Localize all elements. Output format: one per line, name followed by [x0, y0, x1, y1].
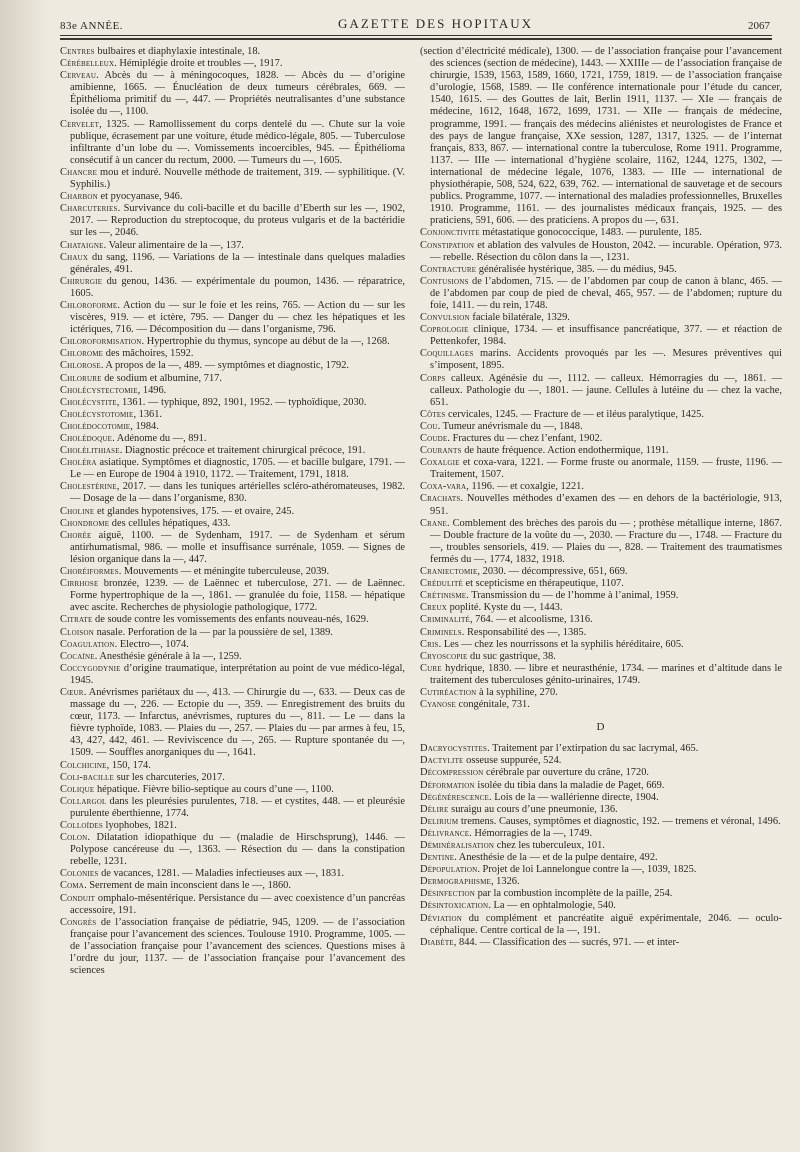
entry-references: , 1361. — typhique, 892, 1901, 1952. — typhoïdique, 2030. [116, 396, 367, 408]
index-entry [60, 627, 405, 639]
entry-references: . Tumeur anévrismale du —, 1848. [437, 420, 583, 432]
index-entry [420, 767, 782, 779]
entry-keyword: Délire [420, 803, 449, 815]
entry-references: . Action du — sur le foie et les reins, 765. — Action du — sur les viscères, 919. — et ictère, 795. — Danger du — chez les hépatiques et les ictériques, 716. — Décomposition du — dans l’organisme, 796. [70, 299, 405, 336]
entry-keyword: Cloison [60, 626, 94, 638]
index-entry [420, 792, 782, 804]
entry-keyword: Cervelet [60, 118, 100, 130]
entry-references: . Lois de la — wallérienne directe, 1904. [489, 791, 659, 803]
entry-keyword: Dactylite [420, 755, 464, 767]
entry-references: bronzée, 1239. — de Laënnec et tuberculose, 271. — de Laënnec. Forme hypertrophique de la —, 1861. — granulée du foie, 1158. — hépatique avec ascite. Recherches de physiologie pathologique, 1772. [70, 578, 405, 614]
entry-keyword: Coprologie [420, 324, 469, 336]
index-entry [420, 421, 782, 433]
entry-keyword: Désintoxication [420, 900, 489, 912]
entry-keyword: Cure [420, 662, 442, 674]
entry-references: , 1326. [490, 876, 520, 888]
index-entry [60, 46, 405, 58]
entry-keyword: Coude [420, 433, 448, 444]
entry-keyword: Cholécystectomie [60, 384, 138, 396]
entry-keyword: Côtes [420, 408, 446, 420]
entry-references: , 150, 174. [106, 759, 151, 771]
entry-references: , 1196. — et coxalgie, 1221. [466, 481, 584, 493]
index-entry [60, 832, 405, 868]
entry-references: généralisée hystérique, 385. — du médius, 945. [476, 263, 677, 275]
entry-keyword: Choline [60, 505, 95, 517]
index-entry [420, 481, 782, 493]
index-entry [60, 119, 405, 167]
index-entry [420, 663, 782, 687]
entry-references: . Abcès du — à méningocoques, 1828. — Abcès du — d’origine amibienne, 1665. — Énucléation de deux tumeurs cérébrales, 669. — Épithélioma primitif du —, 447. — Propriétés neutralisantes d’une substance isolée du —, 1100. [70, 70, 405, 118]
entry-keyword: Déminéralisation [420, 840, 495, 851]
entry-references: faciale bilatérale, 1329. [469, 312, 570, 324]
entry-references: hydrique, 1830. — libre et neurasthénie, 1734. — marines et d’altitude dans le traitement des tuberculoses génito-urinaires, 1749. [430, 662, 782, 686]
entry-references: . Transmission du — de l’homme à l’animal, 1959. [466, 590, 679, 602]
section-letter: D [596, 721, 606, 734]
index-entry [60, 796, 405, 820]
entry-keyword: Coccygodynie [60, 662, 121, 674]
index-entry [60, 566, 405, 578]
index-entry [60, 518, 405, 530]
entry-keyword: Choléra [60, 457, 97, 469]
entry-keyword: Criminalité [420, 614, 470, 626]
entry-keyword: Cris [420, 638, 439, 650]
index-entry [420, 743, 782, 755]
index-column-left [60, 46, 405, 1131]
entry-keyword: Cryoscopie [420, 650, 468, 662]
entry-references: asiatique. Symptômes et diagnostic, 1705. — et bacille bulgare, 1791. — Le — en Europe de 1904 à 1910, 1172. — Traitement, 1791, 1818. [70, 457, 405, 481]
index-entry [60, 409, 405, 421]
entry-keyword: Centres [60, 46, 95, 57]
entry-keyword: Craniectomie [420, 566, 478, 578]
entry-references: de sodium et albumine, 717. [101, 372, 222, 384]
index-entry [420, 409, 782, 421]
index-entry [420, 433, 782, 445]
index-entry [60, 880, 405, 892]
entry-references: . Anesthésie de la — et de la pulpe dentaire, 492. [454, 852, 658, 864]
index-entry [420, 804, 782, 816]
entry-references: mou et induré. Nouvelle méthode de traitement, 319. — syphilitique. (V. Syphilis.) [70, 166, 405, 191]
index-entry [60, 240, 405, 252]
entry-keyword: Colonies [60, 868, 99, 880]
entry-references: . Anesthésie générale à la —, 1259. [94, 650, 242, 662]
index-entry [60, 433, 405, 445]
index-entry [420, 876, 782, 888]
entry-references: . La — en ophtalmologie, 540. [488, 900, 616, 912]
index-entry [60, 917, 405, 977]
entry-keyword: Cocaïne [60, 650, 95, 662]
entry-references: . Mouvements — et méningite tuberculeuse, 2039. [118, 566, 330, 578]
index-entry [60, 421, 405, 433]
index-entry [60, 614, 405, 626]
entry-references: sur les charcuteries, 2017. [114, 771, 225, 783]
entry-keyword: Crane [420, 517, 447, 529]
entry-keyword: Décompression [420, 767, 484, 779]
entry-keyword: Colchicine [60, 759, 107, 771]
entry-keyword: Collargol [60, 795, 107, 807]
entry-references: de vacances, 1281. — Maladies infectieuses aux —, 1831. [98, 868, 345, 880]
entry-keyword: Cérébelleux [60, 58, 115, 70]
entry-references: chez les tuberculeux, 101. [494, 840, 605, 851]
entry-references: . Survivance du coli-bacille et du bacille d’Eberth sur les —, 1902, 2017. — Reproduction du streptocoque, du proteus vulgaris et de la bactéridie sur les —, 2046. [70, 203, 405, 239]
index-entry [420, 780, 782, 792]
index-entry [420, 227, 782, 239]
entry-keyword: Creux [420, 602, 447, 614]
entry-references: tremens. Causes, symptômes et diagnostic, 192. — tremens et véronal, 1496. [458, 815, 781, 827]
binding-shadow [0, 0, 48, 1152]
entry-keyword: Cholécystotomie [60, 408, 134, 420]
entry-keyword: Dentine [420, 852, 455, 864]
entry-keyword: Coli-bacille [60, 771, 115, 783]
entry-references: des mâchoires, 1592. [103, 348, 194, 360]
index-entry [60, 385, 405, 397]
index-entry [420, 457, 782, 481]
entry-keyword: Colon [60, 832, 88, 844]
entry-keyword: Diabète [420, 936, 454, 948]
index-entry [60, 70, 405, 118]
entry-keyword: Colique [60, 783, 95, 795]
index-entry [60, 191, 405, 203]
index-entry [420, 937, 782, 949]
entry-references: marins. Accidents provoqués par les —. Mesures préventives qui s’imposent, 1895. [430, 348, 782, 372]
entry-keyword: Coagulation [60, 638, 115, 650]
entry-references: métastatique gonococcique, 1483. — purulente, 185. [479, 227, 702, 239]
entry-references: du sang, 1196. — Variations de la — intestinale dans quelques maladies générales, 491. [70, 251, 405, 275]
entry-keyword: Cholédoque [60, 433, 113, 444]
entry-keyword: Chataigne [60, 239, 104, 251]
entry-references: du genou, 1436. — expérimentale du poumon, 1436. — réparatrice, 1605. [70, 275, 405, 299]
index-entry [60, 348, 405, 360]
entry-references: bulbaires et diaphylaxie intestinale, 18. [94, 46, 261, 57]
index-entry [420, 240, 782, 264]
entry-keyword: Criminels [420, 626, 462, 638]
index-entry [420, 578, 782, 590]
entry-references: cérébrale par ouverture du crâne, 1720. [483, 767, 649, 779]
entry-references: des cellules hépatiques, 433. [109, 517, 231, 529]
index-entry [60, 760, 405, 772]
entry-references: , 1984. [130, 420, 159, 432]
entry-references: calleux. Agénésie du —, 1112. — calleux. Hémorragies du —, 1861. — calleux. Pathologie du —, 1801. — jaune. Cellules à lutéine du — chez la vache, 651. [430, 372, 782, 408]
index-entry [420, 566, 782, 578]
entry-references: . Hypertrophie du thymus, syncope au début de la —, 1268. [141, 336, 390, 348]
entry-references: . Hémorragies de la —, 1749. [469, 827, 593, 839]
index-entry [420, 639, 782, 651]
entry-keyword: Coma [60, 880, 85, 892]
entry-keyword: Charbon [60, 191, 98, 203]
index-entry [420, 614, 782, 626]
entry-references: . Nouvelles méthodes d’examen des — en dehors de la bactériologie, 913, 951. [430, 493, 782, 517]
index-entry [420, 913, 782, 937]
entry-keyword: Cirrhose [60, 578, 99, 590]
index-entry [420, 900, 782, 912]
entry-keyword: Dépopulation [420, 864, 478, 876]
index-entry [60, 663, 405, 687]
entry-references: de haute fréquence. Action endothermique, 1191. [461, 445, 669, 457]
entry-keyword: Chloroforme [60, 299, 118, 311]
index-entry [60, 820, 405, 832]
entry-keyword: Dacryocystites [420, 743, 488, 755]
entry-keyword: Citrate [60, 614, 93, 626]
entry-keyword: Contracture [420, 263, 477, 275]
index-entry [60, 252, 405, 276]
entry-references: , 2030. — décompressive, 651, 669. [477, 566, 628, 578]
index-entry [420, 687, 782, 699]
index-entry [420, 518, 782, 566]
index-entry [420, 699, 782, 711]
entry-keyword: Delirium [420, 815, 459, 827]
index-entry [60, 336, 405, 348]
entry-references: , 1361. [133, 408, 163, 420]
index-entry [420, 312, 782, 324]
entry-references: de soude contre les vomissements des enfants nouveau-nés, 1629. [92, 614, 369, 626]
index-entry [60, 578, 405, 614]
entry-keyword: Cerveau [60, 70, 97, 82]
entry-references: du suc gastrique, 38. [467, 650, 556, 662]
entry-keyword: Chaux [60, 251, 89, 263]
entry-references: . Traitement par l’extirpation du sac lacrymal, 465. [487, 743, 699, 755]
entry-references: . Responsabilité des —, 1385. [461, 626, 587, 638]
index-entry [60, 772, 405, 784]
entry-references: de l’association française de pédiatrie, 945, 1209. — de l’association française pour l’avancement des sciences. Toulouse 1910. Programme, 1005. — de l’association française pour l’avancement des sciences. Questions mises à l’ordre du jour, 1137. — de l’association française pour l’avancement des sciences [70, 916, 405, 977]
index-entry [420, 264, 782, 276]
journal-title: GAZETTE DES HOPITAUX [338, 16, 533, 31]
index-column-right [420, 46, 782, 1131]
entry-references: . Anévrismes pariétaux du —, 413. — Chirurgie du —, 633. — Deux cas de massage du —, 226. — Ectopie du —, 359. — Enregistrement des bruits du cœur, 1173. — Infarctus, anévrismes, ruptures du —, 811. — Le — dans la fièvre typhoïde, 1083. — Plaies du —, 257. — Plaies du — par armes à feu, 15, 43, 427, 442, 461. — Reviviscence du —, 265. — Rupture spontanée du —, 1509. — Souffles anorganiques du —, 1641. [70, 686, 405, 759]
entry-references: congénitale, 731. [455, 699, 530, 711]
index-entry [60, 300, 405, 336]
entry-references: aiguë, 1100. — de Sydenham, 1917. — de Sydenham et sérum antirhumatismal, 986. — molle et insuffisance surrénale, 1059. — Signes de lésion organique dans la —, 447. [70, 529, 405, 565]
entry-keyword: Cholédocotomie [60, 420, 131, 432]
index-entry [60, 373, 405, 385]
index-entry [60, 784, 405, 796]
index-entry [60, 893, 405, 917]
entry-keyword: Chlorure [60, 372, 102, 384]
index-entry [60, 445, 405, 457]
entry-references: . Hémiplégie droite et troubles —, 1917. [114, 58, 283, 70]
entry-keyword: Cholélithiase [60, 445, 120, 457]
index-entry [60, 481, 405, 505]
entry-references: dans les pleurésies purulentes, 718. — et cystites, 448. — et pleurésie purulente éberthienne, 1774. [70, 795, 405, 819]
entry-keyword: Congrès [60, 916, 97, 928]
entry-keyword: Crédulité [420, 578, 463, 590]
index-entry [420, 373, 782, 409]
entry-keyword: Corps [420, 372, 446, 384]
entry-keyword: Chorée [60, 529, 92, 541]
index-entry [60, 687, 405, 760]
index-entry [60, 868, 405, 880]
entry-keyword: Conduit [60, 892, 96, 904]
entry-keyword: Déformation [420, 779, 475, 791]
entry-references: . Valeur alimentaire de la —, 137. [103, 239, 244, 251]
entry-keyword: Choréiformes [60, 566, 119, 578]
index-entry [420, 840, 782, 852]
entry-references: hépatique. Fièvre bilio-septique au cours d’une —, 1100. [94, 783, 334, 795]
entry-references: d’origine traumatique, interprétation au point de vue médico-légal, 1945. [70, 662, 405, 686]
entry-keyword: Désinfection [420, 888, 476, 900]
entry-references: . Adénome du —, 891. [112, 433, 207, 444]
page-number: 2067 [748, 20, 770, 32]
index-entry [60, 530, 405, 566]
index-entry [420, 445, 782, 457]
entry-keyword: Convulsion [420, 312, 470, 324]
entry-references: omphalo-mésentérique. Persistance du — avec coexistence d’un pancréas accessoire, 191. [70, 892, 405, 916]
entry-references: et glandes hypotensives, 175. — et ovaire, 245. [94, 505, 295, 517]
index-entry [420, 651, 782, 663]
index-entry [420, 46, 782, 227]
entry-keyword: Courants [420, 445, 462, 457]
index-entry [60, 651, 405, 663]
index-entry [60, 167, 405, 191]
entry-keyword: Déviation [420, 912, 462, 924]
entry-references: clinique, 1734. — et insuffisance pancréatique, 377. — et réaction de Pettenkofer, 1984. [430, 324, 782, 348]
index-entry [420, 602, 782, 614]
index-entry [60, 639, 405, 651]
index-entry [420, 864, 782, 876]
entry-references: osseuse suppurée, 524. [463, 755, 562, 767]
index-entry [60, 203, 405, 239]
index-entry [60, 360, 405, 372]
entry-keyword: Dégénérescence [420, 791, 490, 803]
entry-references: et scepticisme en thérapeutique, 1107. [462, 578, 624, 590]
entry-keyword: Cutiréaction [420, 686, 477, 698]
index-entry [420, 276, 782, 312]
entry-references: du complément et pancréatite aiguë expérimentale, 2046. — oculo-céphalique. Centre cortical de la —, 191. [430, 912, 782, 936]
volume-year: 83e ANNÉE. [60, 20, 124, 32]
entry-keyword: Dermographisme [420, 876, 491, 888]
entry-references: . Serrement de main inconscient dans le —, 1860. [84, 880, 291, 892]
entry-references: , 1496. [137, 384, 167, 396]
entry-references: . Dilatation idiopathique du — (maladie de Hirschsprung), 1446. — Polypose cancéreuse du —, 1363. — Résection du — dans la constipation rebelle, 1231. [70, 832, 405, 868]
entry-keyword: Chondrome [60, 517, 110, 529]
entry-references: . Electro—, 1074. [114, 638, 189, 650]
entry-references: suraigu au cours d’une pneumonie, 136. [448, 803, 618, 815]
entry-keyword: Délivrance [420, 827, 470, 839]
entry-keyword: Chlorose [60, 360, 101, 372]
header-rule-thick [60, 38, 772, 40]
entry-references: isolée du tibia dans la maladie de Paget, 669. [474, 779, 665, 791]
entry-references: par la combustion incomplète de la paille, 254. [475, 888, 673, 900]
entry-references: , 844. — Classification des — sucrés, 971. — et inter- [453, 936, 680, 948]
index-entry [420, 590, 782, 602]
header-rule [60, 35, 772, 36]
index-entry [60, 457, 405, 481]
page-header [60, 6, 770, 32]
entry-keyword: Colloïdes [60, 820, 103, 831]
entry-keyword: Cœur [60, 686, 84, 698]
index-entry [420, 852, 782, 864]
entry-keyword: Coxa-vara [420, 481, 467, 493]
index-entry [60, 397, 405, 409]
entry-references: poplité. Kyste du —, 1443. [447, 602, 563, 614]
entry-references: , 764. — et alcoolisme, 1316. [469, 614, 593, 626]
entry-references: nasale. Perforation de la — par la poussière de sel, 1389. [94, 626, 333, 638]
entry-references: , 2017. — dans les tuniques artérielles scléro-athéromateuses, 1982. — Dosage de la — dans l’organisme, 830. [70, 481, 405, 505]
entry-keyword: Chancre [60, 166, 98, 178]
entry-references: . A propos de la —, 489. — symptômes et diagnostic, 1792. [100, 360, 350, 372]
entry-references: , 1325. — Ramollissement du corps dentelé du —. Chute sur la voie publique, écrasement par une voiture, étude médico-légale, 805. — Tuberculose infiltrante d’un lobe du —. Vomissements incoercibles, 945. — Épithélioma consécutif à un cancer du rectum, 2000. — Tumeurs du —, 1605. [70, 118, 405, 166]
index-entry [420, 816, 782, 828]
entry-keyword: Coquillages [420, 348, 474, 360]
entry-keyword: Cholestérine [60, 481, 117, 493]
entry-references: lyophobes, 1821. [102, 820, 177, 831]
entry-references: (section d’électricité médicale), 1300. — de l’association française pour l’avancement des sciences (section de médecine), 1443. — XXIIIe — de l’association française de chirurgie, 1539, 1563, 1589, 1660, 1721, 1759, 1819. — de l’association française d’urologie, 1568, 1589. — IIe conférence internationale pour l’étude du cancer, 1540, 1615. — des Gouttes de lait, Berlin 1911, 1137. — XIe — français de médecine, 1612, 1648, 1672, 1699, 1731. — XIIe — français de médecine, programme, 1991. — français des médecins aliénistes et neurologistes de France et des pays de langue française, XXe session, 1287, 1317, 1325. — de l’internat français, 833, 867. — international contre la tuberculose, Rome 1911. Programme, 1137. — IIIe — international d’hygiène scolaire, 1162, 1244, 1275, 1302, — international de médecine légale, 1076, 1383. — IIIe — international de physiothérapie, 508, 524, 622, 639, 762. — international de sauvetage et de secours publics. Programme, 1077. — international des maladies professionnelles, Bruxelles 1910. Programme, 1161. — des journalistes médicaux français, 1925. — des praticiens, 591, 606. — des praticiens. A propos du —, 631. [420, 46, 782, 227]
entry-keyword: Chlorome [60, 348, 104, 360]
entry-keyword: Chirurgie [60, 275, 103, 287]
index-entry [420, 324, 782, 348]
entry-keyword: Charcuteries [60, 203, 118, 215]
entry-keyword: Cyanose [420, 699, 456, 711]
entry-keyword: Cou [420, 420, 438, 432]
entry-references: et pyocyanase, 946. [97, 191, 183, 203]
index-entry [420, 493, 782, 517]
entry-keyword: Crachats [420, 493, 461, 505]
entry-references: et coxa-vara, 1221. — Forme fruste ou anormale, 1159. — fruste, 1196. — Traitement, 1507. [430, 457, 782, 481]
entry-references: . Diagnostic précoce et traitement chirurgical précoce, 191. [119, 445, 366, 457]
index-entry [60, 276, 405, 300]
entry-keyword: Cholécystite [60, 396, 117, 408]
entry-references: . Les — chez les nourrissons et la syphilis héréditaire, 605. [438, 638, 684, 650]
index-entry [60, 506, 405, 518]
index-entry [420, 627, 782, 639]
index-entry [420, 828, 782, 840]
entry-references: . Fractures du — chez l’enfant, 1902. [447, 433, 603, 444]
entry-references: de l’abdomen, 715. — de l’abdomen par coup de canon à blanc, 465. — de l’abdomen par coup de pied de cheval, 465, 957. — de l’abdomen; rupture du foie, 1411. — du rein, 1748. [430, 275, 782, 311]
entry-keyword: Chloroformisation [60, 336, 142, 348]
index-entry [60, 58, 405, 70]
index-entry [420, 348, 782, 372]
entry-keyword: Crétinisme [420, 590, 467, 602]
entry-keyword: Constipation [420, 239, 475, 251]
entry-references: à la syphiline, 270. [476, 686, 558, 698]
entry-keyword: Contusions [420, 275, 469, 287]
entry-keyword: Coxalgie [420, 457, 460, 469]
index-entry [420, 888, 782, 900]
entry-references: et ablation des valvules de Houston, 2042. — incurable. Opération, 973. — rebelle. Résection du côlon dans la —, 1231. [430, 239, 782, 263]
entry-keyword: Conjonctivite [420, 227, 480, 239]
entry-references: cervicales, 1245. — Fracture de — et iléus paralytique, 1425. [445, 408, 704, 420]
index-entry [420, 755, 782, 767]
entry-references: . Comblement des brèches des parois du — ; prothèse métallique interne, 1867. — Double fracture de la voûte du —, 2030. — Fracture du —, 1748. — Fracture du —, troubles sensoriels, 419. — Plaies du —, 828. — Traitement des traumatismes fermés du —, 1774, 1832, 1918. [430, 517, 782, 565]
entry-references: . Projet de loi Lannelongue contre la —, 1039, 1825. [477, 864, 697, 876]
